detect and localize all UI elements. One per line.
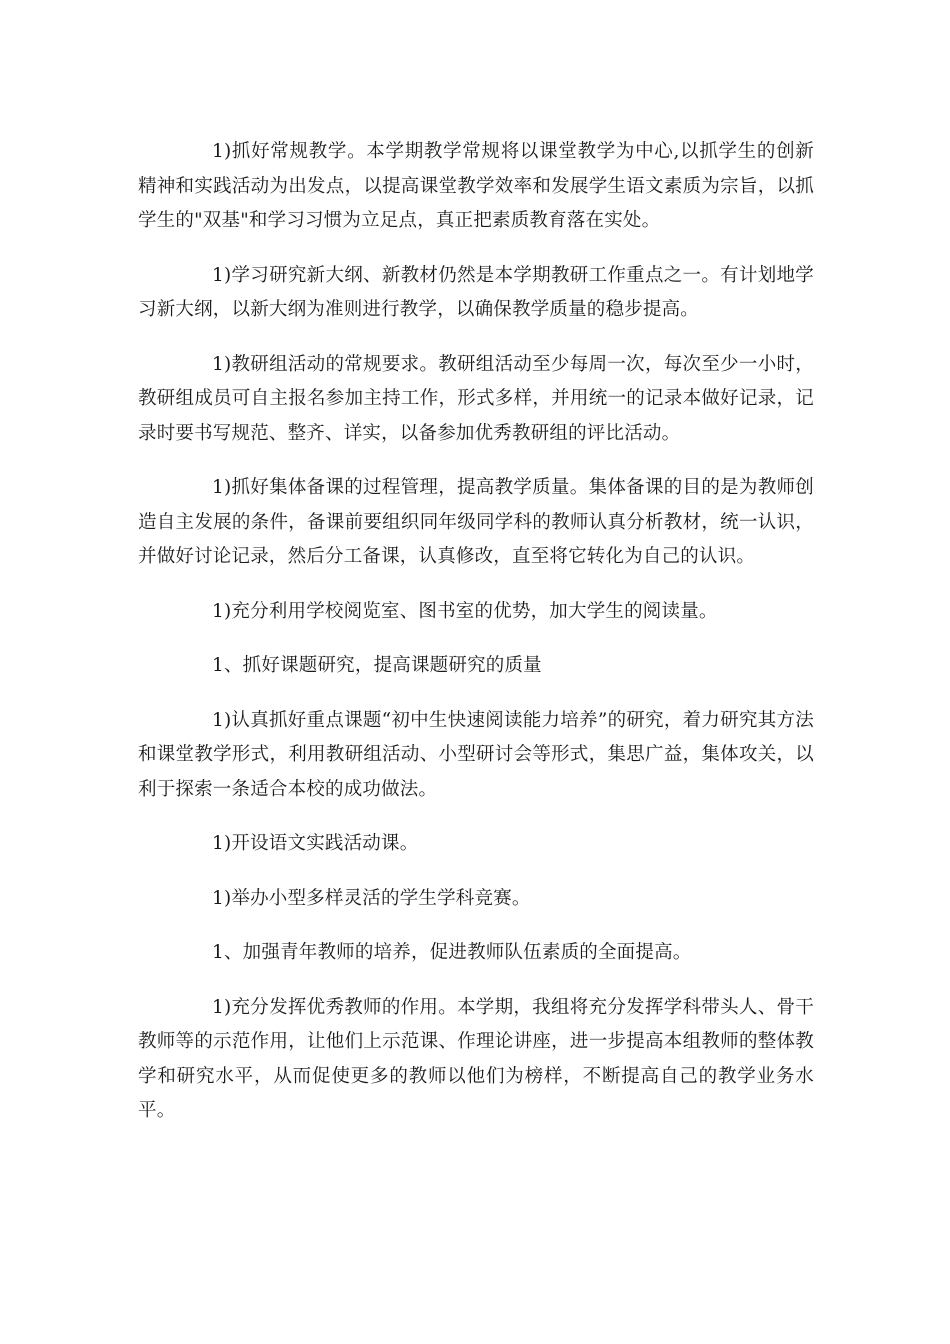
paragraph-key-topic-research: 1)认真抓好重点课题“初中生快速阅读能力培养”的研究，着力研究其方法和课堂教学形式，利用教研组活动、小型研讨会等形式，集思广益，集体攻关，以利于探索一条适合本校的成功做法。 bbox=[138, 709, 814, 800]
paragraph-regular-teaching: 1)抓好常规教学。本学期教学常规将以课堂教学为中心,以抓学生的创新精神和实践活动为出发点，以提高课堂教学效率和发展学生语文素质为宗旨，以抓学生的"双基"和学习习惯为立足点，真正把素质教育落在实处。 bbox=[138, 141, 814, 231]
section-heading-young-teachers: 1、加强青年教师的培养，促进教师队伍素质的全面提高。 bbox=[212, 942, 692, 963]
paragraph-collective-lesson-prep: 1)抓好集体备课的过程管理，提高教学质量。集体备课的目的是为教师创造自主发展的条件，备课前要组织同年级同学科的教师认真分析教材，统一认识，并做好讨论记录，然后分工备课，认真修改，直至将它转化为自己的认识。 bbox=[138, 477, 814, 567]
paragraph-subject-competition: 1)举办小型多样灵活的学生学科竞赛。 bbox=[212, 887, 531, 909]
paragraph-new-syllabus: 1)学习研究新大纲、新教材仍然是本学期教研工作重点之一。有计划地学习新大纲，以新大纲为准则进行教学，以确保教学质量的稳步提高。 bbox=[138, 264, 814, 320]
paragraph-reading-room: 1)充分利用学校阅览室、图书室的优势，加大学生的阅读量。 bbox=[212, 600, 718, 622]
section-heading-topic-research: 1、抓好课题研究，提高课题研究的质量 bbox=[212, 655, 542, 676]
paragraph-research-group-activities: 1)教研组活动的常规要求。教研组活动至少每周一次，每次至少一小时，教研组成员可自主报名参加主持工作，形式多样，并用统一的记录本做好记录，记录时要书写规范、整齐、详实，以备参加优秀教研组的评比活动。 bbox=[138, 353, 814, 444]
paragraph-practice-class: 1)开设语文实践活动课。 bbox=[212, 833, 419, 854]
paragraph-excellent-teachers: 1)充分发挥优秀教师的作用。本学期，我组将充分发挥学科带头人、骨干教师等的示范作用，让他们上示范课、作理论讲座，进一步提高本组教师的整体教学和研究水平，从而促使更多的教师以他们为榜样，不断提高自己的教学业务水平。 bbox=[138, 996, 814, 1121]
document-body bbox=[138, 135, 814, 1149]
